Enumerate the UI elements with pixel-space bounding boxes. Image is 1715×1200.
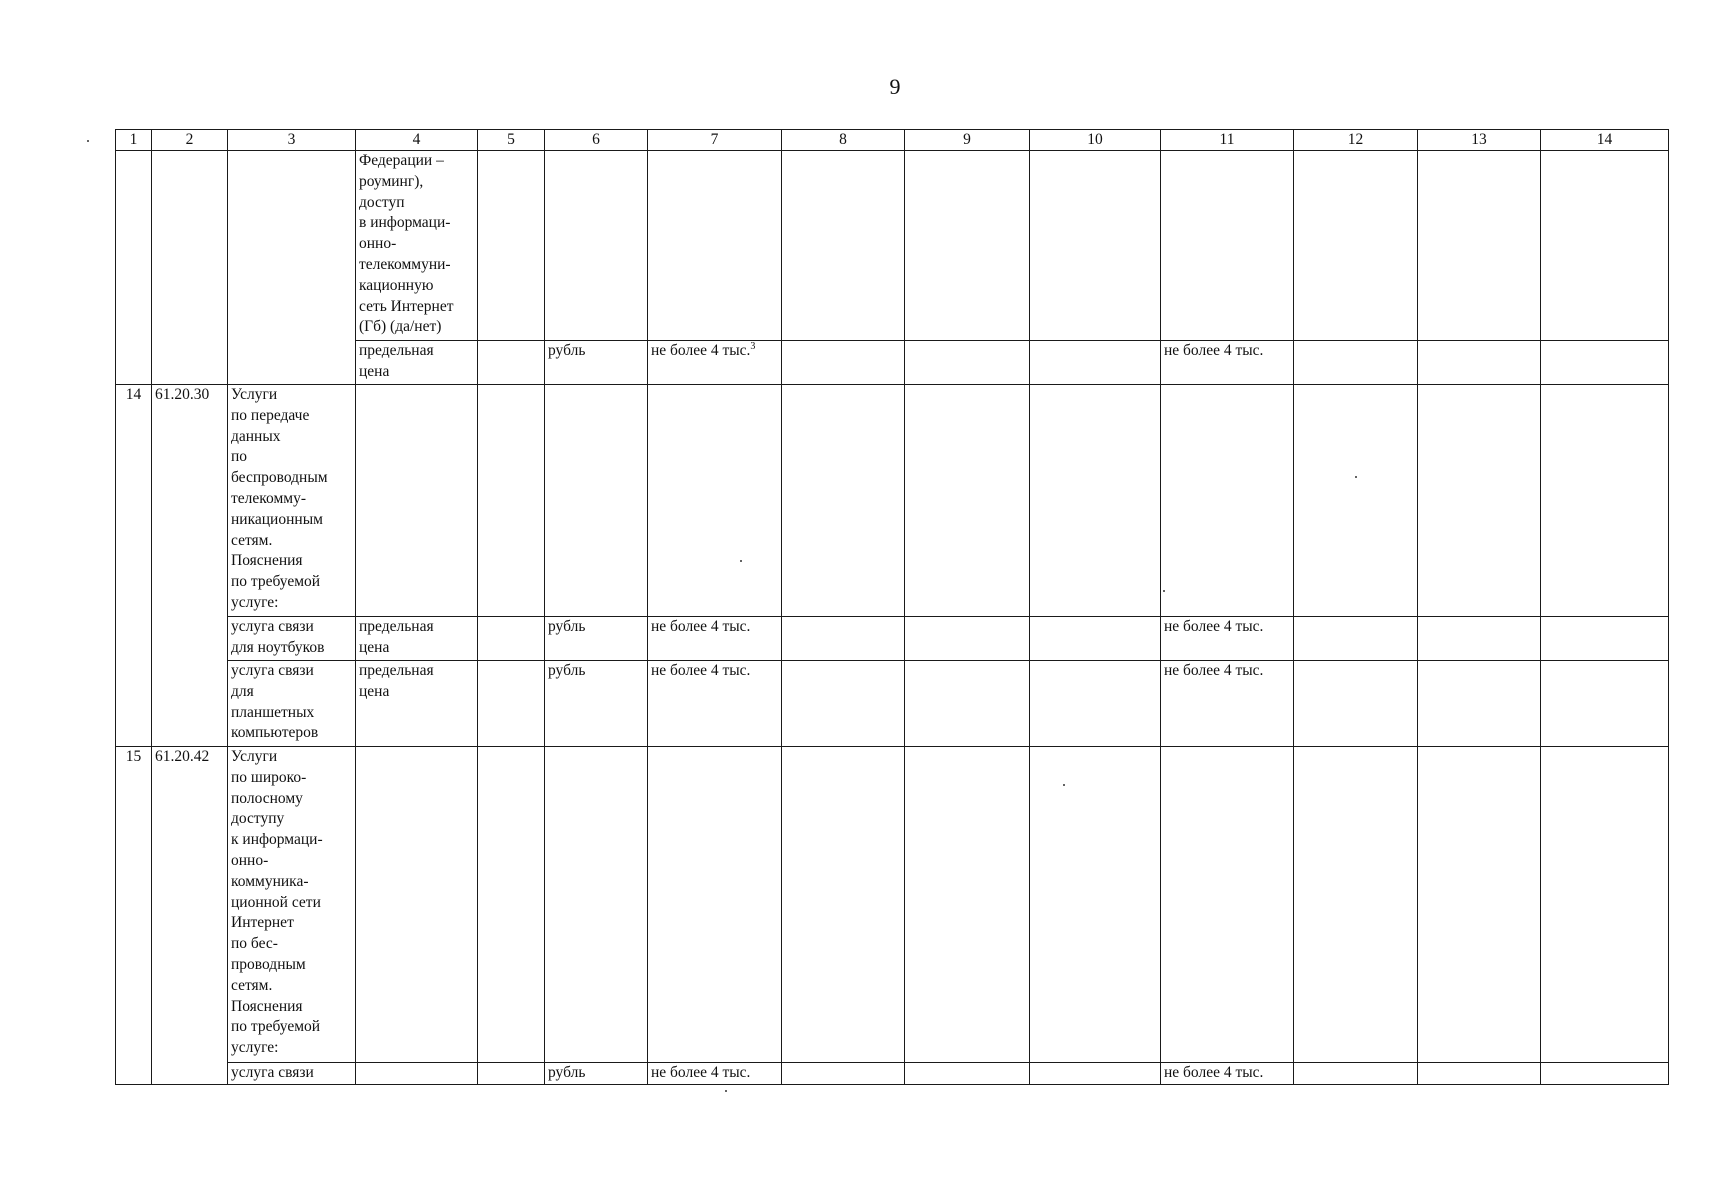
value-cell: не более 4 тыс. [648, 617, 782, 661]
cell [116, 151, 152, 385]
cell [478, 1063, 545, 1085]
characteristic-cell [356, 661, 478, 747]
cell [478, 151, 545, 341]
page-number: 9 [889, 74, 901, 99]
text-line: проводным [231, 955, 306, 973]
text-line: коммуника- [231, 872, 309, 890]
text-line: сетям. [231, 531, 273, 549]
cell [1418, 617, 1541, 661]
cell [1418, 1063, 1541, 1085]
cell [1030, 151, 1161, 341]
text-line: цена [359, 362, 390, 380]
cell [1294, 617, 1418, 661]
text-line: Пояснения [231, 552, 303, 570]
table-row [116, 747, 1669, 1063]
table-row [116, 617, 1669, 661]
col-header-13: 13 [1418, 130, 1541, 151]
text-line: (Гб) (да/нет) [359, 318, 442, 336]
value-cell: не более 4 тыс. [648, 1063, 782, 1085]
cell [782, 385, 905, 617]
text-line: предельная [359, 618, 434, 635]
text-line: Федерации – [359, 152, 444, 169]
text-line: по требуемой [231, 1018, 321, 1036]
col-header-3: 3 [228, 130, 356, 151]
cell [478, 341, 545, 385]
text-line: полосному [231, 789, 303, 807]
text-line: ционной сети [231, 893, 321, 911]
cell [1294, 747, 1418, 1063]
cell [1161, 385, 1294, 617]
text-line: по бес- [231, 935, 278, 953]
text-line: онно- [231, 851, 269, 869]
cell [905, 151, 1030, 341]
scan-speck [1163, 590, 1165, 592]
cell [782, 617, 905, 661]
cell [545, 747, 648, 1063]
cell [1418, 747, 1541, 1063]
scan-speck [1355, 476, 1357, 478]
cell [782, 151, 905, 341]
text-line: доступ [359, 193, 405, 211]
cell [478, 747, 545, 1063]
cell [1418, 661, 1541, 747]
cell [545, 151, 648, 341]
col-header-12: 12 [1294, 130, 1418, 151]
cell [478, 661, 545, 747]
unit-cell: рубль [545, 1063, 648, 1085]
scan-speck [1063, 784, 1065, 786]
text-line: по [231, 448, 248, 466]
text-line: услуга связи [231, 662, 314, 679]
item-name-cell [228, 617, 356, 661]
text-line: онно- [359, 235, 397, 253]
cell [1294, 385, 1418, 617]
cell [228, 151, 356, 385]
cell [1030, 1063, 1161, 1085]
col-header-4: 4 [356, 130, 478, 151]
scan-speck [740, 560, 742, 562]
cell [782, 661, 905, 747]
text-line: Услуги [231, 748, 278, 765]
cell [648, 747, 782, 1063]
approved-value-cell: не более 4 тыс. [1161, 1063, 1294, 1085]
cell [905, 661, 1030, 747]
col-header-9: 9 [905, 130, 1030, 151]
cell [1541, 617, 1669, 661]
cell [782, 747, 905, 1063]
cell [1294, 151, 1418, 341]
item-name-cell [228, 661, 356, 747]
approved-value-cell: не более 4 тыс. [1161, 341, 1294, 385]
text-line: телекоммуни- [359, 255, 451, 273]
cell [1030, 617, 1161, 661]
unit-cell: рубль [545, 341, 648, 385]
cell [152, 151, 228, 385]
text-line: планшетных [231, 703, 315, 721]
cell [648, 151, 782, 341]
cell [648, 385, 782, 617]
cell [782, 341, 905, 385]
col-header-2: 2 [152, 130, 228, 151]
cell [1541, 151, 1669, 341]
text-line: сеть Интернет [359, 297, 454, 315]
value-text: не более 4 тыс. [651, 342, 751, 359]
cell [356, 1063, 478, 1085]
item-name-cell [228, 747, 356, 1063]
cell [1418, 385, 1541, 617]
text-line: компьютеров [231, 724, 319, 742]
cell [478, 617, 545, 661]
text-line: кационную [359, 276, 434, 294]
cell [1030, 385, 1161, 617]
text-line: цена [359, 682, 390, 700]
cell [1030, 747, 1161, 1063]
cell [905, 341, 1030, 385]
approved-value-cell: не более 4 тыс. [1161, 617, 1294, 661]
cell [1294, 341, 1418, 385]
okpd-code: 61.20.30 [152, 385, 228, 747]
col-header-14: 14 [1541, 130, 1669, 151]
text-line: Пояснения [231, 997, 303, 1015]
col-header-1: 1 [116, 130, 152, 151]
text-line: предельная [359, 662, 434, 679]
footnote-mark: 3 [750, 340, 756, 352]
characteristic-cell [356, 617, 478, 661]
cell [782, 1063, 905, 1085]
text-line: для ноутбуков [231, 638, 325, 656]
text-line: данных [231, 427, 281, 445]
cell [1030, 341, 1161, 385]
cell [1030, 661, 1161, 747]
col-header-5: 5 [478, 130, 545, 151]
cell [545, 385, 648, 617]
value-cell [648, 341, 782, 385]
text-line: сетям. [231, 976, 273, 994]
col-header-6: 6 [545, 130, 648, 151]
text-line: беспроводным [231, 469, 328, 487]
col-header-7: 7 [648, 130, 782, 151]
cell [478, 385, 545, 617]
requirements-table [115, 129, 1669, 1085]
text-line: роуминг), [359, 172, 424, 190]
cell [1161, 747, 1294, 1063]
item-name-cell: услуга связи [228, 1063, 356, 1085]
text-line: в информаци- [359, 214, 451, 232]
scan-speck [87, 140, 89, 142]
cell [1541, 661, 1669, 747]
text-line: для [231, 682, 254, 700]
cell [1161, 151, 1294, 341]
cell [1294, 1063, 1418, 1085]
value-cell: не более 4 тыс. [648, 661, 782, 747]
col-header-8: 8 [782, 130, 905, 151]
text-line: по требуемой [231, 573, 321, 591]
text-line: цена [359, 638, 390, 656]
cell [1418, 151, 1541, 341]
unit-cell: рубль [545, 617, 648, 661]
cell [905, 617, 1030, 661]
cell [1541, 747, 1669, 1063]
row-number: 14 [116, 385, 152, 747]
cell [905, 747, 1030, 1063]
text-line: телекомму- [231, 489, 306, 507]
unit-cell: рубль [545, 661, 648, 747]
cell [356, 385, 478, 617]
column-number-row [116, 130, 1669, 151]
text-line: никационным [231, 510, 323, 528]
text-line: к информаци- [231, 831, 323, 849]
characteristic-cell [356, 151, 478, 341]
table-row [116, 151, 1669, 341]
cell [1294, 661, 1418, 747]
cell [356, 747, 478, 1063]
text-line: услуге: [231, 593, 279, 611]
cell [1541, 341, 1669, 385]
text-line: Услуги [231, 386, 278, 403]
text-line: по широко- [231, 768, 307, 786]
cell [1418, 341, 1541, 385]
cell [1541, 1063, 1669, 1085]
scan-speck [725, 1090, 727, 1092]
table-row [116, 385, 1669, 617]
text-line: по передаче [231, 406, 310, 424]
col-header-11: 11 [1161, 130, 1294, 151]
row-number: 15 [116, 747, 152, 1085]
col-header-10: 10 [1030, 130, 1161, 151]
cell [1541, 385, 1669, 617]
text-line: Интернет [231, 914, 294, 932]
cell [905, 385, 1030, 617]
cell [905, 1063, 1030, 1085]
text-line: услуге: [231, 1039, 279, 1057]
text-line: предельная [359, 342, 434, 359]
text-line: доступу [231, 810, 285, 828]
okpd-code: 61.20.42 [152, 747, 228, 1085]
text-line: услуга связи [231, 618, 314, 635]
item-name-cell [228, 385, 356, 617]
table-row [116, 1063, 1669, 1085]
characteristic-cell [356, 341, 478, 385]
table-row [116, 661, 1669, 747]
approved-value-cell: не более 4 тыс. [1161, 661, 1294, 747]
